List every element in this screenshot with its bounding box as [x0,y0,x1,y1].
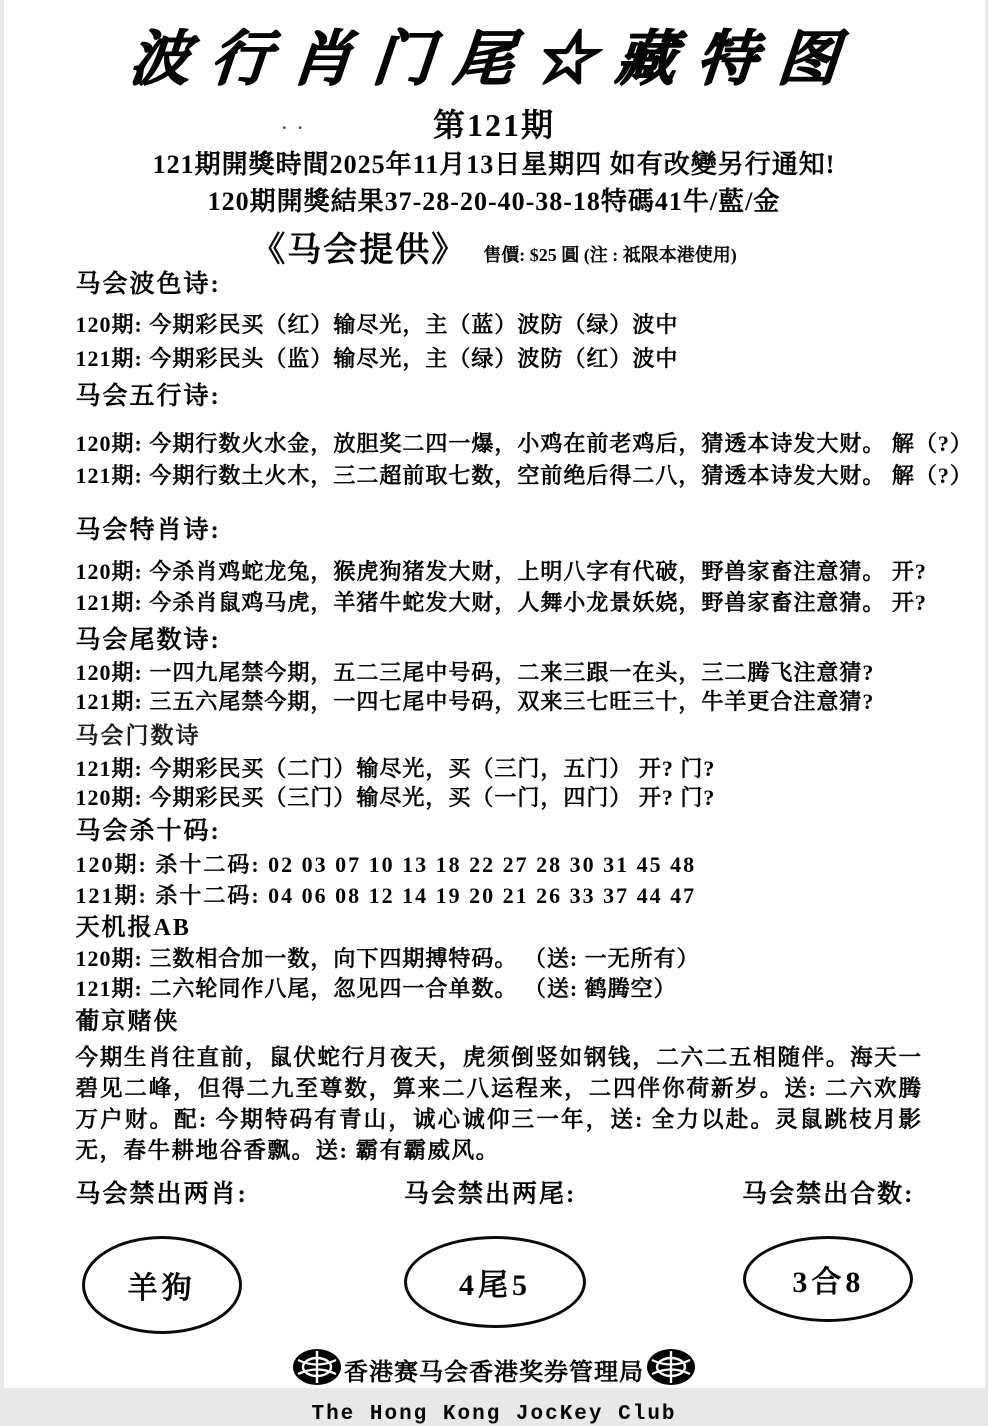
provider-row [4,222,985,269]
forbidden-row [76,1180,915,1334]
hkjc-emblem-icon [646,1348,696,1391]
hkjc-emblem-icon [292,1348,342,1391]
poem-line: 121期: 今杀肖鼠鸡马虎，羊猪牛蛇发大财，人舞小龙景妖娆，野兽家畜注意猜。 开? [75,590,927,615]
page-title: 波行肖门尾☆藏特图 [126,26,861,92]
poem-line: 121期: 今期彩民买（二门）输尽光，买（三门，五门） 开? 门? [75,756,716,781]
forbidden-sum-label: 马会禁出合数: [742,1181,915,1208]
section-five-elements-poem [75,382,973,492]
section-wave-color-poem [76,270,955,376]
section-header: 马会杀十码: [75,818,221,845]
forbidden-tails-column [404,1180,586,1334]
section-header: 天机报AB [75,915,191,941]
draw-time-line: 121期開獎時間2025年11月13日星期四 如有改變另行通知! [152,150,836,179]
forbidden-tails-label: 马会禁出两尾: [404,1181,577,1208]
poem-line: 121期: 三五六尾禁今期，一四七尾中号码，双来三七旺三十，牛羊更合注意猜? [75,689,875,714]
killed-codes-line: 120期: 杀十二码: 02 03 07 10 13 18 22 27 28 30 31 45 48 [75,852,697,877]
section-header: 马会特肖诗: [75,517,221,544]
poem-line: 121期: 今期行数土火木，三二超前取七数，空前绝后得二八，猜透本诗发大财。 解（?） [75,463,973,488]
forbidden-zodiacs-value: 羊狗 [82,1236,242,1334]
section-killed-codes [76,817,955,911]
poem-line: 120期: 今杀肖鸡蛇龙兔，猴虎狗猪发大财，上明八字有代破，野兽家畜注意猜。 开? [75,559,927,584]
forbidden-zodiacs-column [76,1180,248,1334]
forbidden-zodiacs-label: 马会禁出两肖: [75,1181,248,1208]
poem-line: 120期: 三数相合加一数，向下四期搏特码。 （送: 一无所有） [75,946,700,971]
poem-line: 120期: 今期彩民买（红）输尽光，主（蓝）波防（绿）波中 [75,312,679,337]
forbidden-sum-value: 3合8 [743,1236,913,1322]
footer-org-row [4,1348,985,1391]
section-header: 葡京赌侠 [75,1009,180,1035]
forbidden-sum-column [742,1180,914,1334]
section-door-number-poem [76,722,955,812]
section-header: 马会尾数诗: [75,627,221,654]
poem-line: 120期: 今期行数火水金，放胆奖二四一爆，小鸡在前老鸡后，猜透本诗发大财。 解（?） [75,431,973,456]
gambler-verse-text: 今期生肖往直前，鼠伏蛇行月夜天，虎须倒竖如钢钱，二六二五相随伴。海天一碧见二峰，但得二九至尊数，算来二八运程来，二四伴你荷新岁。送: 二六欢腾万户财。配: 今期特码有青山，诚心诚仰三一年，送: 全力以赴。灵鼠跳枝月影无，春牛耕地谷香飘。送: 霸有霸威风。 [75,1045,923,1163]
provider-name: 《马会提供》 [251,232,468,269]
scan-artifact [282,118,307,138]
section-header: 马会门数诗 [75,723,201,748]
previous-result-line: 120期開獎結果37-28-20-40-38-18特碼41牛/藍/金 [207,187,781,216]
killed-codes-line: 121期: 杀十二码: 04 06 08 12 14 19 20 21 26 33 37 44 47 [75,883,697,908]
forbidden-tails-value: 4尾5 [404,1236,586,1328]
section-header: 马会五行诗: [75,383,221,410]
section-special-zodiac-poem [76,516,955,618]
lottery-tip-sheet [4,0,985,1426]
poem-line: 121期: 二六轮同作八尾，忽见四一合单数。 （送: 鹤腾空） [75,976,677,1001]
footer-org-english: The Hong Kong JocKey Club [311,1403,677,1426]
issue-heading: 第121期 [432,107,555,143]
section-header: 马会波色诗: [75,271,221,298]
poem-line: 120期: 一四九尾禁今期，五二三尾中号码，二来三跟一在头，三二腾飞注意猜? [75,660,875,685]
section-tail-number-poem [76,626,955,716]
poem-line: 120期: 今期彩民买（三门）输尽光，买（一门，四门） 开? 门? [75,785,716,810]
poem-line: 121期: 今期彩民头（监）输尽光，主（绿）波防（红）波中 [75,346,679,371]
footer-org-chinese: 香港赛马会香港奖券管理局 [344,1360,644,1386]
section-tianji-report [76,914,955,1004]
section-gambler-verse [76,1008,923,1166]
provider-price-note: 售價: $25 圓 (注 : 祗限本港使用) [483,245,737,265]
